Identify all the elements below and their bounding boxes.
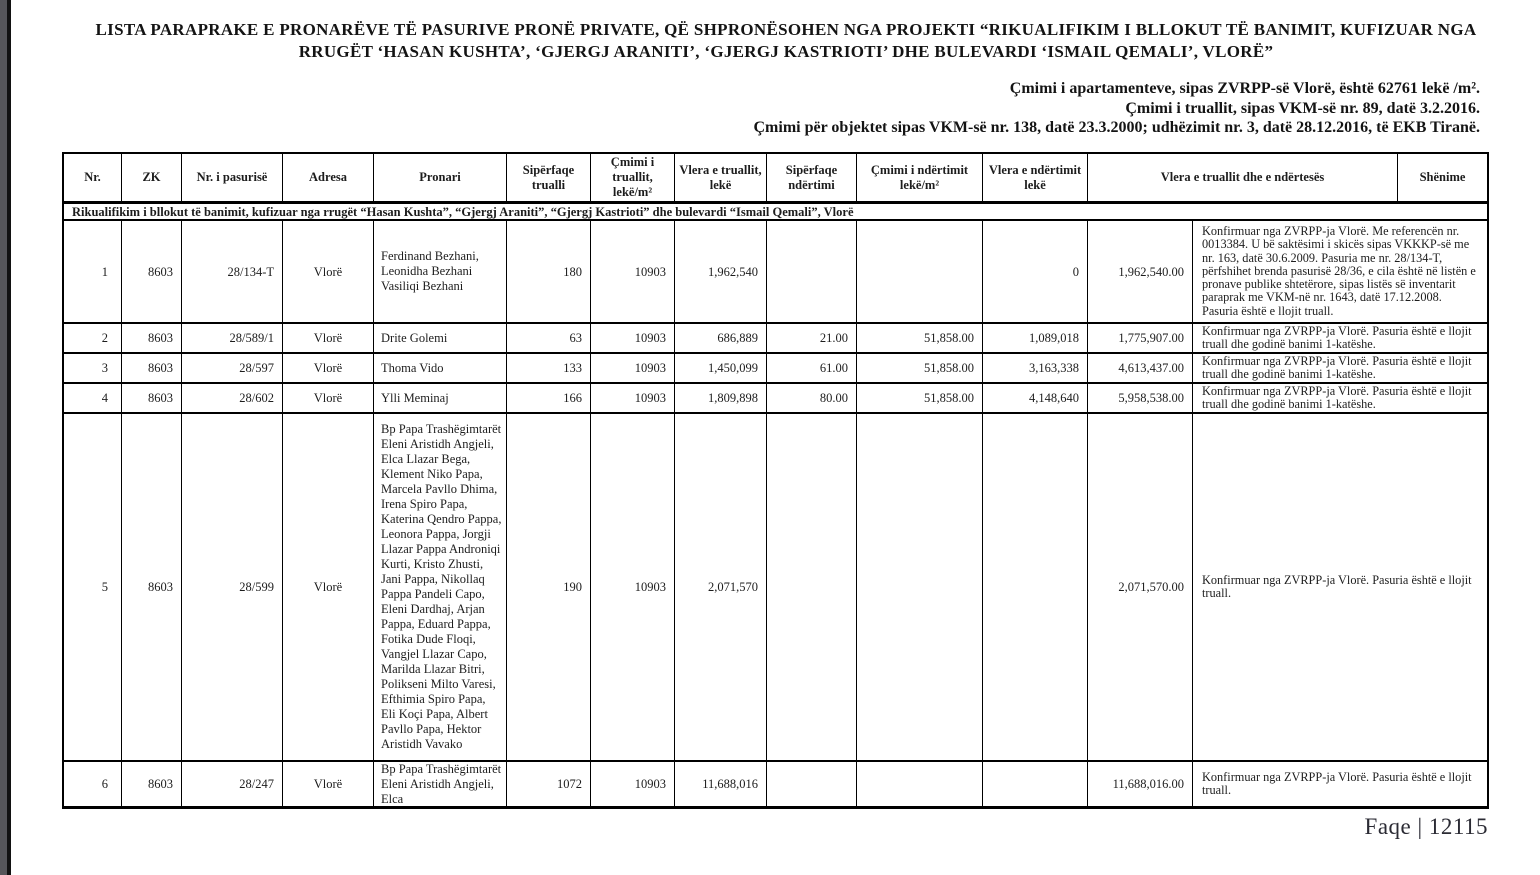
cell-cmimi_ndertimit: 51,858.00 [857,324,983,354]
cell-pronari: Ferdinand Bezhani, Leonidha Bezhani Vasiliqi Bezhani [374,221,507,324]
cell-nr: 6 [64,762,122,806]
cell-vlera_truallit_dhe_nderteses: 1,962,540.00 [1088,221,1193,324]
expropriation-table [62,152,1489,809]
cell-pronari: Thoma Vido [374,354,507,384]
cell-vlera_truallit_dhe_nderteses: 2,071,570.00 [1088,414,1193,762]
cell-vlera_truallit: 1,450,099 [675,354,767,384]
column-header: Shënime [1398,154,1487,204]
cell-siperfaqe_ndertimi: 61.00 [767,354,857,384]
column-header: Vlera e ndërtimit lekë [983,154,1088,204]
cell-nr_pasurise: 28/247 [182,762,283,806]
column-header: Vlera e truallit, lekë [675,154,767,204]
note-land-price: Çmimi i truallit, sipas VKM-së nr. 89, datë 3.2.2016. [1125,99,1480,117]
cell-vlera_truallit_dhe_nderteses: 1,775,907.00 [1088,324,1193,354]
cell-vlera_truallit_dhe_nderteses: 5,958,538.00 [1088,384,1193,414]
cell-zk: 8603 [122,354,182,384]
cell-nr_pasurise: 28/589/1 [182,324,283,354]
cell-cmimi_ndertimit [857,762,983,806]
column-header: Pronari [374,154,507,204]
cell-vlera_truallit_dhe_nderteses: 4,613,437.00 [1088,354,1193,384]
cell-nr: 5 [64,414,122,762]
column-header: Nr. [64,154,122,204]
cell-adresa: Vlorë [283,384,374,414]
cell-vlera_truallit: 2,071,570 [675,414,767,762]
cell-siperfaqe_ndertimi [767,414,857,762]
cell-cmimi_ndertimit [857,221,983,324]
cell-cmimi_truallit: 10903 [591,221,675,324]
cell-siperfaqe_trualli: 190 [507,414,591,762]
cell-nr: 4 [64,384,122,414]
cell-vlera_ndertimit: 1,089,018 [983,324,1088,354]
cell-vlera_ndertimit [983,762,1088,806]
price-notes [753,79,1480,138]
page-edge-line [7,0,11,875]
cell-vlera_truallit: 11,688,016 [675,762,767,806]
cell-pronari: Drite Golemi [374,324,507,354]
cell-vlera_ndertimit: 4,148,640 [983,384,1088,414]
cell-zk: 8603 [122,762,182,806]
cell-adresa: Vlorë [283,324,374,354]
column-header: Vlera e truallit dhe e ndërtesës [1088,154,1398,204]
cell-cmimi_ndertimit: 51,858.00 [857,354,983,384]
cell-nr_pasurise: 28/134-T [182,221,283,324]
cell-vlera_truallit: 1,809,898 [675,384,767,414]
cell-nr: 2 [64,324,122,354]
page-edge-shadow [0,0,7,875]
cell-nr: 1 [64,221,122,324]
cell-siperfaqe_trualli: 63 [507,324,591,354]
cell-adresa: Vlorë [283,354,374,384]
cell-nr_pasurise: 28/602 [182,384,283,414]
document-title: LISTA PARAPRAKE E PRONARËVE TË PASURIVE PRONË PRIVATE, QË SHPRONËSOHEN NGA PROJEKTI “RIKUALIFIKIM I BLLOKUT TË BANIMIT, KUFIZUAR NGA RRUGËT ‘HASAN KUSHTA’, ‘GJERGJ ARANITI’, ‘GJERGJ KASTRIOTI’ DHE BULEVARDI ‘ISMAIL QEMALI’, VLORË” [95,20,1477,61]
column-header: Çmimi i ndërtimit lekë/m² [857,154,983,204]
cell-shenime: Konfirmuar nga ZVRPP-ja Vlorë. Me referencën nr. 0013384. U bë saktësimi i skicës sipas VKKKP-së me nr. 163, datë 30.6.2009. Pasuria me nr. 28/134-T, përfshihet brenda pasurisë 28/36, e cila është në listën e pronave publike shtetërore, sipas listës së inventarit paraprak me VKM-në nr. 1643, datë 17.12.2008. Pasuria është e llojit truall. [1193,221,1487,324]
cell-vlera_ndertimit: 3,163,338 [983,354,1088,384]
cell-adresa: Vlorë [283,414,374,762]
cell-siperfaqe_trualli: 166 [507,384,591,414]
cell-cmimi_truallit: 10903 [591,324,675,354]
cell-shenime: Konfirmuar nga ZVRPP-ja Vlorë. Pasuria është e llojit truall dhe godinë banimi 1-katëshe. [1193,354,1487,384]
page-number: Faqe | 12115 [1364,814,1488,839]
column-header: ZK [122,154,182,204]
cell-nr_pasurise: 28/597 [182,354,283,384]
cell-cmimi_truallit: 10903 [591,762,675,806]
cell-siperfaqe_ndertimi [767,221,857,324]
cell-siperfaqe_trualli: 133 [507,354,591,384]
cell-vlera_truallit: 1,962,540 [675,221,767,324]
cell-vlera_truallit: 686,889 [675,324,767,354]
cell-shenime: Konfirmuar nga ZVRPP-ja Vlorë. Pasuria është e llojit truall dhe godinë banimi 1-katëshe. [1193,324,1487,354]
column-header: Sipërfaqe ndërtimi [767,154,857,204]
cell-shenime: Konfirmuar nga ZVRPP-ja Vlorë. Pasuria është e llojit truall. [1202,769,1472,797]
cell-pronari: Ylli Meminaj [374,384,507,414]
cell-cmimi_ndertimit [857,414,983,762]
cell-zk: 8603 [122,221,182,324]
cell-zk: 8603 [122,324,182,354]
cell-vlera_truallit_dhe_nderteses: 11,688,016.00 [1088,762,1193,806]
cell-pronari: Bp Papa Trashëgimtarët Eleni Aristidh Angjeli, Elca [374,762,507,806]
column-header: Sipërfaqe trualli [507,154,591,204]
cell-pronari: Bp Papa Trashëgimtarët Eleni Aristidh Angjeli, Elca Llazar Bega, Klement Niko Papa, Marcela Pavllo Dhima, Irena Spiro Papa, Katerina Qendro Pappa, Leonora Pappa, Jorgji Llazar Pappa Androniqi Kurti, Kristo Zhusti, Jani Pappa, Nikollaq Pappa Pandeli Capo, Eleni Dardhaj, Arjan Pappa, Eduard Pappa, Fotika Dude Floqi, Vangjel Llazar Capo, Marilda Llazar Bitri, Polikseni Milto Varesi, Efthimia Spiro Papa, Eli Koçi Papa, Albert Pavllo Papa, Hektor Aristidh Vavako [374,414,507,762]
cell-nr_pasurise: 28/599 [182,414,283,762]
section-row-title: Rikualifikim i bllokut të banimit, kufizuar nga rrugët “Hasan Kushta”, “Gjergj Araniti”, “Gjergj Kastrioti” dhe bulevardi “Ismail Qemali”, Vlorë [64,204,1487,221]
cell-cmimi_truallit: 10903 [591,414,675,762]
cell-siperfaqe_ndertimi: 21.00 [767,324,857,354]
cell-zk: 8603 [122,414,182,762]
cell-cmimi_truallit: 10903 [591,384,675,414]
cell-shenime: Konfirmuar nga ZVRPP-ja Vlorë. Pasuria është e llojit truall. [1193,414,1487,762]
cell-vlera_ndertimit: 0 [983,221,1088,324]
column-header: Nr. i pasurisë [182,154,283,204]
cell-vlera_ndertimit [983,414,1088,762]
cell-siperfaqe_trualli: 180 [507,221,591,324]
cell-adresa: Vlorë [283,221,374,324]
cell-zk: 8603 [122,384,182,414]
cell-siperfaqe_ndertimi: 80.00 [767,384,857,414]
cell-siperfaqe_ndertimi [767,762,857,806]
note-construction-price: Çmimi për objektet sipas VKM-së nr. 138, datë 23.3.2000; udhëzimit nr. 3, datë 28.12.2016, të EKB Tiranë. [753,119,1480,136]
cell-cmimi_ndertimit: 51,858.00 [857,384,983,414]
cell-adresa: Vlorë [283,762,374,806]
cell-siperfaqe_trualli: 1072 [507,762,591,806]
cell-cmimi_truallit: 10903 [591,354,675,384]
note-apartment-price: Çmimi i apartamenteve, sipas ZVRPP-së Vlorë, është 62761 lekë /m². [1009,80,1480,97]
column-header: Adresa [283,154,374,204]
cell-shenime: Konfirmuar nga ZVRPP-ja Vlorë. Pasuria është e llojit truall dhe godinë banimi 1-katëshe. [1193,384,1487,414]
cell-nr: 3 [64,354,122,384]
column-header: Çmimi i truallit, lekë/m² [591,154,675,204]
